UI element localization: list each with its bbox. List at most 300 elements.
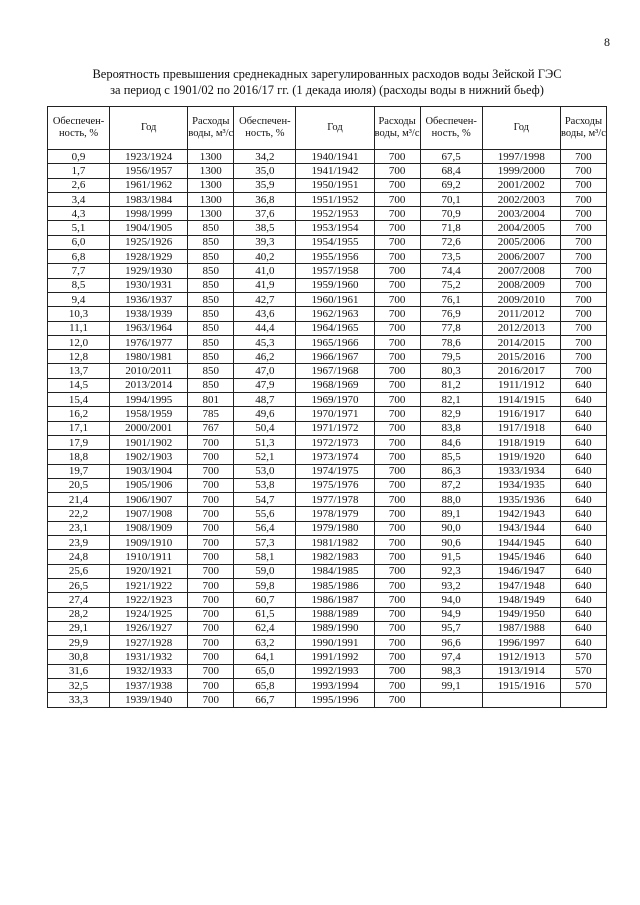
probability-cell: 45,3: [234, 335, 296, 349]
probability-cell: 10,3: [48, 307, 110, 321]
year-cell: 1998/1999: [110, 207, 188, 221]
table-row: [48, 393, 607, 407]
year-cell: 1994/1995: [110, 393, 188, 407]
probability-cell: 82,9: [420, 407, 482, 421]
table-row: [48, 564, 607, 578]
year-cell: 1983/1984: [110, 192, 188, 206]
probability-cell: 47,0: [234, 364, 296, 378]
probability-cell: 88,0: [420, 493, 482, 507]
table-row: [48, 335, 607, 349]
table-row: [48, 321, 607, 335]
year-cell: 1907/1908: [110, 507, 188, 521]
flow-cell: 700: [560, 335, 606, 349]
year-cell: 1958/1959: [110, 407, 188, 421]
flow-cell: 700: [560, 221, 606, 235]
year-cell: 1989/1990: [296, 621, 374, 635]
table-row: [48, 636, 607, 650]
year-cell: 1918/1919: [482, 435, 560, 449]
year-cell: 2004/2005: [482, 221, 560, 235]
probability-cell: 54,7: [234, 493, 296, 507]
flow-cell: 700: [374, 435, 420, 449]
table-row: [48, 150, 607, 164]
flow-cell: 700: [374, 350, 420, 364]
flow-cell: 700: [188, 636, 234, 650]
year-cell: 1960/1961: [296, 292, 374, 306]
table-row: [48, 478, 607, 492]
table-row: [48, 292, 607, 306]
flow-cell: 700: [560, 264, 606, 278]
flow-cell: 767: [188, 421, 234, 435]
year-cell: 1976/1977: [110, 335, 188, 349]
flow-cell: 850: [188, 364, 234, 378]
probability-table: [47, 106, 607, 708]
year-cell: 1923/1924: [110, 150, 188, 164]
year-cell: 1963/1964: [110, 321, 188, 335]
probability-cell: 4,3: [48, 207, 110, 221]
probability-cell: 13,7: [48, 364, 110, 378]
probability-cell: 20,5: [48, 478, 110, 492]
probability-cell: 58,1: [234, 550, 296, 564]
flow-cell: 700: [188, 578, 234, 592]
header-flow: Расходы воды, м³/с: [560, 107, 606, 150]
probability-cell: 62,4: [234, 621, 296, 635]
table-row: [48, 650, 607, 664]
table-row: [48, 250, 607, 264]
flow-cell: 700: [374, 321, 420, 335]
probability-cell: 0,9: [48, 150, 110, 164]
flow-cell: 700: [374, 478, 420, 492]
flow-cell: 850: [188, 235, 234, 249]
table-row: [48, 550, 607, 564]
probability-cell: 81,2: [420, 378, 482, 392]
flow-cell: 700: [374, 192, 420, 206]
year-cell: 1937/1938: [110, 678, 188, 692]
year-cell: 1969/1970: [296, 393, 374, 407]
probability-cell: 6,8: [48, 250, 110, 264]
year-cell: 1971/1972: [296, 421, 374, 435]
year-cell: 1947/1948: [482, 578, 560, 592]
year-cell: 1979/1980: [296, 521, 374, 535]
year-cell: 2008/2009: [482, 278, 560, 292]
probability-cell: 32,5: [48, 678, 110, 692]
year-cell: 1985/1986: [296, 578, 374, 592]
flow-cell: 700: [188, 621, 234, 635]
flow-cell: 640: [560, 521, 606, 535]
year-cell: 1955/1956: [296, 250, 374, 264]
flow-cell: 700: [188, 450, 234, 464]
probability-cell: 95,7: [420, 621, 482, 635]
year-cell: 1917/1918: [482, 421, 560, 435]
year-cell: 1948/1949: [482, 593, 560, 607]
flow-cell: 640: [560, 407, 606, 421]
flow-cell: 640: [560, 378, 606, 392]
year-cell: 1904/1905: [110, 221, 188, 235]
flow-cell: 640: [560, 478, 606, 492]
table-row: [48, 278, 607, 292]
probability-cell: 63,2: [234, 636, 296, 650]
table-row: [48, 207, 607, 221]
table-row: [48, 664, 607, 678]
flow-cell: 700: [188, 693, 234, 707]
flow-cell: 700: [188, 435, 234, 449]
year-cell: 1957/1958: [296, 264, 374, 278]
year-cell: 1910/1911: [110, 550, 188, 564]
probability-cell: 37,6: [234, 207, 296, 221]
flow-cell: 1300: [188, 192, 234, 206]
table-row: [48, 307, 607, 321]
year-cell: 1916/1917: [482, 407, 560, 421]
flow-cell: 640: [560, 435, 606, 449]
probability-cell: 76,1: [420, 292, 482, 306]
year-cell: 2014/2015: [482, 335, 560, 349]
flow-cell: 700: [374, 364, 420, 378]
probability-cell: 33,3: [48, 693, 110, 707]
probability-cell: 16,2: [48, 407, 110, 421]
flow-cell: 640: [560, 607, 606, 621]
table-row: [48, 235, 607, 249]
flow-cell: 700: [374, 421, 420, 435]
flow-cell: 700: [374, 407, 420, 421]
probability-cell: 84,6: [420, 435, 482, 449]
flow-cell: 640: [560, 564, 606, 578]
flow-cell: 700: [188, 493, 234, 507]
flow-cell: 700: [560, 150, 606, 164]
probability-cell: 49,6: [234, 407, 296, 421]
year-cell: 2000/2001: [110, 421, 188, 435]
table-row: [48, 221, 607, 235]
probability-cell: 51,3: [234, 435, 296, 449]
probability-cell: 30,8: [48, 650, 110, 664]
year-cell: 1981/1982: [296, 536, 374, 550]
flow-cell: 700: [560, 307, 606, 321]
flow-cell: 850: [188, 264, 234, 278]
year-cell: 1911/1912: [482, 378, 560, 392]
probability-cell: 79,5: [420, 350, 482, 364]
year-cell: 1908/1909: [110, 521, 188, 535]
probability-cell: 59,8: [234, 578, 296, 592]
flow-cell: 700: [560, 178, 606, 192]
probability-cell: 78,6: [420, 335, 482, 349]
flow-cell: 700: [374, 664, 420, 678]
year-cell: 1982/1983: [296, 550, 374, 564]
probability-cell: 77,8: [420, 321, 482, 335]
flow-cell: 700: [374, 150, 420, 164]
year-cell: 1939/1940: [110, 693, 188, 707]
year-cell: 1912/1913: [482, 650, 560, 664]
year-cell: 1925/1926: [110, 235, 188, 249]
year-cell: 1953/1954: [296, 221, 374, 235]
year-cell: 1956/1957: [110, 164, 188, 178]
probability-cell: 38,5: [234, 221, 296, 235]
probability-cell: 90,6: [420, 536, 482, 550]
title-line-2: за период с 1901/02 по 2016/17 гг. (1 декада июля) (расходы воды в нижний бьеф): [110, 83, 544, 97]
table-row: [48, 578, 607, 592]
year-cell: 1945/1946: [482, 550, 560, 564]
table-row: [48, 621, 607, 635]
year-cell: 2012/2013: [482, 321, 560, 335]
flow-cell: 700: [374, 292, 420, 306]
year-cell: 1987/1988: [482, 621, 560, 635]
year-cell: 1962/1963: [296, 307, 374, 321]
probability-cell: 89,1: [420, 507, 482, 521]
flow-cell: 850: [188, 292, 234, 306]
probability-cell: 76,9: [420, 307, 482, 321]
probability-cell: 94,0: [420, 593, 482, 607]
flow-cell: 850: [188, 221, 234, 235]
flow-cell: 700: [374, 521, 420, 535]
table-row: [48, 464, 607, 478]
table-body: [48, 150, 607, 708]
probability-cell: 60,7: [234, 593, 296, 607]
flow-cell: 700: [374, 235, 420, 249]
year-cell: 1997/1998: [482, 150, 560, 164]
flow-cell: 700: [374, 593, 420, 607]
probability-cell: 85,5: [420, 450, 482, 464]
flow-cell: 700: [188, 464, 234, 478]
year-cell: 1940/1941: [296, 150, 374, 164]
table-row: [48, 607, 607, 621]
probability-cell: 92,3: [420, 564, 482, 578]
flow-cell: 640: [560, 493, 606, 507]
year-cell: 1931/1932: [110, 650, 188, 664]
probability-cell: 99,1: [420, 678, 482, 692]
flow-cell: 700: [560, 192, 606, 206]
probability-cell: 29,1: [48, 621, 110, 635]
table-row: [48, 521, 607, 535]
probability-cell: 8,5: [48, 278, 110, 292]
probability-cell: 35,0: [234, 164, 296, 178]
flow-cell: 640: [560, 636, 606, 650]
year-cell: 1936/1937: [110, 292, 188, 306]
flow-cell: 570: [560, 650, 606, 664]
flow-cell: 801: [188, 393, 234, 407]
flow-cell: 640: [560, 464, 606, 478]
table-row: [48, 350, 607, 364]
year-cell: 1903/1904: [110, 464, 188, 478]
flow-cell: 1300: [188, 164, 234, 178]
table-row: [48, 421, 607, 435]
table-row: [48, 678, 607, 692]
flow-cell: 700: [374, 536, 420, 550]
probability-cell: 22,2: [48, 507, 110, 521]
flow-cell: 700: [374, 393, 420, 407]
flow-cell: 700: [374, 307, 420, 321]
year-cell: 1974/1975: [296, 464, 374, 478]
year-cell: 1913/1914: [482, 664, 560, 678]
probability-cell: 65,8: [234, 678, 296, 692]
probability-cell: 61,5: [234, 607, 296, 621]
probability-cell: 87,2: [420, 478, 482, 492]
flow-cell: 640: [560, 578, 606, 592]
flow-cell: 700: [188, 678, 234, 692]
year-cell: 2011/2012: [482, 307, 560, 321]
flow-cell: 700: [188, 550, 234, 564]
probability-cell: 57,3: [234, 536, 296, 550]
table-row: [48, 164, 607, 178]
year-cell: 1919/1920: [482, 450, 560, 464]
probability-cell: 70,1: [420, 192, 482, 206]
flow-cell: 700: [374, 178, 420, 192]
year-cell: 1993/1994: [296, 678, 374, 692]
table-row: [48, 693, 607, 707]
year-cell: 1930/1931: [110, 278, 188, 292]
flow-cell: 570: [560, 678, 606, 692]
year-cell: 1970/1971: [296, 407, 374, 421]
year-cell: 1986/1987: [296, 593, 374, 607]
probability-cell: 80,3: [420, 364, 482, 378]
flow-cell: 700: [560, 207, 606, 221]
probability-cell: 65,0: [234, 664, 296, 678]
flow-cell: 700: [188, 478, 234, 492]
probability-cell: 74,4: [420, 264, 482, 278]
probability-cell: 2,6: [48, 178, 110, 192]
probability-cell: 23,9: [48, 536, 110, 550]
year-cell: 1972/1973: [296, 435, 374, 449]
header-probability: Обеспечен-ность, %: [234, 107, 296, 150]
probability-cell: 48,7: [234, 393, 296, 407]
probability-cell: 44,4: [234, 321, 296, 335]
table-row: [48, 536, 607, 550]
year-cell: 2002/2003: [482, 192, 560, 206]
flow-cell: [560, 693, 606, 707]
probability-cell: 83,8: [420, 421, 482, 435]
probability-cell: 28,2: [48, 607, 110, 621]
flow-cell: 700: [560, 278, 606, 292]
probability-cell: 12,8: [48, 350, 110, 364]
probability-cell: 24,8: [48, 550, 110, 564]
year-cell: 2007/2008: [482, 264, 560, 278]
probability-cell: 67,5: [420, 150, 482, 164]
year-cell: 1988/1989: [296, 607, 374, 621]
table-row: [48, 178, 607, 192]
flow-cell: 640: [560, 421, 606, 435]
header-probability: Обеспечен-ность, %: [48, 107, 110, 150]
flow-cell: 850: [188, 335, 234, 349]
year-cell: 2009/2010: [482, 292, 560, 306]
flow-cell: 700: [374, 550, 420, 564]
year-cell: 1980/1981: [110, 350, 188, 364]
year-cell: 1944/1945: [482, 536, 560, 550]
year-cell: 1927/1928: [110, 636, 188, 650]
flow-cell: 700: [374, 607, 420, 621]
flow-cell: 640: [560, 450, 606, 464]
probability-cell: 5,1: [48, 221, 110, 235]
flow-cell: 785: [188, 407, 234, 421]
probability-cell: 75,2: [420, 278, 482, 292]
flow-cell: 640: [560, 621, 606, 635]
year-cell: 1964/1965: [296, 321, 374, 335]
year-cell: 1992/1993: [296, 664, 374, 678]
year-cell: 1943/1944: [482, 521, 560, 535]
probability-cell: 40,2: [234, 250, 296, 264]
probability-cell: 43,6: [234, 307, 296, 321]
flow-cell: 700: [374, 264, 420, 278]
probability-cell: 31,6: [48, 664, 110, 678]
table-row: [48, 192, 607, 206]
probability-cell: 94,9: [420, 607, 482, 621]
flow-cell: 700: [560, 164, 606, 178]
flow-cell: 700: [560, 321, 606, 335]
probability-cell: 64,1: [234, 650, 296, 664]
probability-cell: 68,4: [420, 164, 482, 178]
flow-cell: 700: [374, 650, 420, 664]
flow-cell: 700: [560, 292, 606, 306]
year-cell: 1935/1936: [482, 493, 560, 507]
probability-cell: 69,2: [420, 178, 482, 192]
year-cell: 1933/1934: [482, 464, 560, 478]
flow-cell: 700: [188, 650, 234, 664]
probability-cell: 3,4: [48, 192, 110, 206]
flow-cell: 700: [188, 593, 234, 607]
year-cell: 1990/1991: [296, 636, 374, 650]
probability-cell: 25,6: [48, 564, 110, 578]
probability-cell: 72,6: [420, 235, 482, 249]
year-cell: 1959/1960: [296, 278, 374, 292]
flow-cell: 700: [560, 350, 606, 364]
probability-cell: 12,0: [48, 335, 110, 349]
table-row: [48, 407, 607, 421]
year-cell: 1934/1935: [482, 478, 560, 492]
table-row: [48, 435, 607, 449]
year-cell: 1905/1906: [110, 478, 188, 492]
year-cell: 1984/1985: [296, 564, 374, 578]
probability-cell: 15,4: [48, 393, 110, 407]
flow-cell: 700: [374, 693, 420, 707]
table-row: [48, 378, 607, 392]
year-cell: 1902/1903: [110, 450, 188, 464]
probability-cell: 73,5: [420, 250, 482, 264]
year-cell: 2013/2014: [110, 378, 188, 392]
probability-cell: 26,5: [48, 578, 110, 592]
probability-cell: 53,0: [234, 464, 296, 478]
page-number: 8: [604, 35, 610, 49]
flow-cell: 700: [374, 278, 420, 292]
year-cell: 1906/1907: [110, 493, 188, 507]
table-row: [48, 264, 607, 278]
probability-cell: 70,9: [420, 207, 482, 221]
probability-cell: 93,2: [420, 578, 482, 592]
flow-cell: 700: [374, 164, 420, 178]
flow-cell: 700: [374, 621, 420, 635]
year-cell: 1950/1951: [296, 178, 374, 192]
flow-cell: 1300: [188, 178, 234, 192]
flow-cell: 700: [560, 250, 606, 264]
probability-cell: 23,1: [48, 521, 110, 535]
probability-cell: 35,9: [234, 178, 296, 192]
flow-cell: 850: [188, 378, 234, 392]
probability-cell: 17,1: [48, 421, 110, 435]
year-cell: 1922/1923: [110, 593, 188, 607]
probability-cell: 19,7: [48, 464, 110, 478]
flow-cell: 700: [374, 221, 420, 235]
probability-cell: 41,0: [234, 264, 296, 278]
flow-cell: 1300: [188, 150, 234, 164]
title-line-1: Вероятность превышения среднекадных зарегулированных расходов воды Зейской ГЭС: [92, 67, 562, 81]
year-cell: 1995/1996: [296, 693, 374, 707]
header-probability: Обеспечен-ность, %: [420, 107, 482, 150]
year-cell: 1952/1953: [296, 207, 374, 221]
probability-cell: 18,8: [48, 450, 110, 464]
probability-cell: 41,9: [234, 278, 296, 292]
year-cell: 2010/2011: [110, 364, 188, 378]
flow-cell: 700: [374, 378, 420, 392]
header-flow: Расходы воды, м³/с: [374, 107, 420, 150]
probability-cell: 46,2: [234, 350, 296, 364]
probability-cell: 9,4: [48, 292, 110, 306]
flow-cell: 700: [188, 507, 234, 521]
probability-cell: 98,3: [420, 664, 482, 678]
probability-cell: 96,6: [420, 636, 482, 650]
